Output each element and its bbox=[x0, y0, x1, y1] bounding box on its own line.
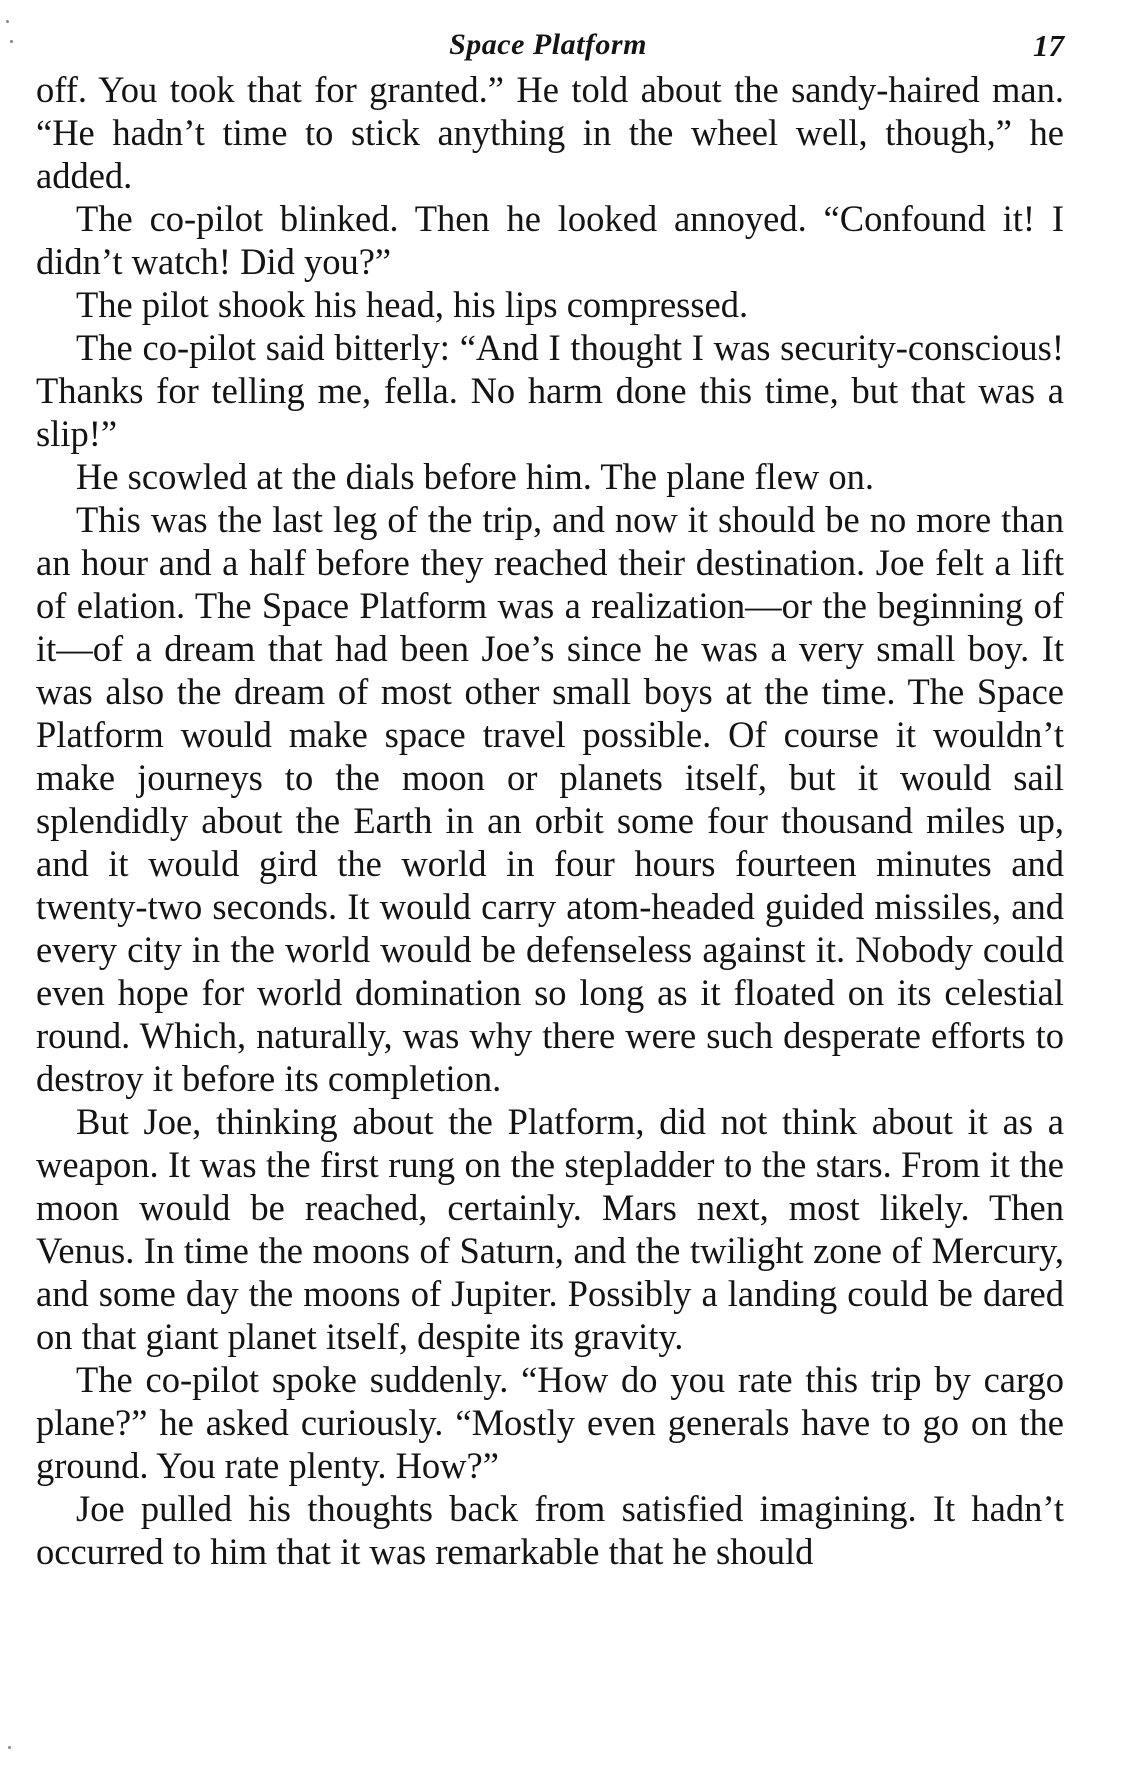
page-header bbox=[26, 24, 1070, 68]
paragraph: Joe pulled his thoughts back from satisfied imagining. It hadn’t occurred to him that it was remarkable that he should bbox=[36, 1488, 1064, 1572]
paragraph: off. You took that for granted.” He told about the sandy-haired man. “He hadn’t time to stick anything in the wheel well, though,” he added. bbox=[36, 69, 1064, 196]
scan-speck bbox=[8, 1746, 11, 1749]
paragraph: The co-pilot spoke suddenly. “How do you rate this trip by cargo plane?” he asked curiously. “Mostly even generals have to go on the ground. You rate plenty. How?” bbox=[36, 1359, 1064, 1486]
paragraph: The pilot shook his head, his lips compressed. bbox=[76, 284, 749, 325]
paragraph: The co-pilot blinked. Then he looked annoyed. “Confound it! I didn’t watch! Did you?” bbox=[36, 198, 1064, 282]
paragraph: He scowled at the dials before him. The plane flew on. bbox=[76, 456, 875, 497]
paragraph: But Joe, thinking about the Platform, did not think about it as a weapon. It was the first rung on the stepladder to the stars. From it the moon would be reached, certainly. Mars next, most likely. Then Venus. In time the moons of Saturn, and the twilight zone of Mercury, and some day the moons of Jupiter. Possibly a landing could be dared on that giant planet itself, despite its gravity. bbox=[36, 1101, 1064, 1357]
scan-speck bbox=[10, 40, 13, 43]
page-number: 17 bbox=[1033, 28, 1064, 63]
paragraph: The co-pilot said bitterly: “And I thought I was security-conscious! Thanks for telling me, fella. No harm done this time, but that was a slip!” bbox=[36, 327, 1064, 454]
body-text bbox=[26, 68, 1070, 1573]
paragraph: This was the last leg of the trip, and now it should be no more than an hour and a half before they reached their destination. Joe felt a lift of elation. The Space Platform was a realization—or the beginning of it—of a dream that had been Joe’s since he was a very small boy. It was also the dream of most other small boys at the time. The Space Platform would make space travel possible. Of course it wouldn’t make journeys to the moon or planets itself, but it would sail splendidly about the Earth in an orbit some four thousand miles up, and it would gird the world in four hours fourteen minutes and twenty-two seconds. It would carry atom-headed guided missiles, and every city in the world would be defenseless against it. Nobody could even hope for world domination so long as it floated on its celestial round. Which, naturally, was why there were such desperate efforts to destroy it before its completion. bbox=[36, 499, 1064, 1099]
book-page bbox=[26, 24, 1070, 1754]
scan-speck bbox=[6, 20, 9, 23]
running-title: Space Platform bbox=[449, 28, 647, 61]
